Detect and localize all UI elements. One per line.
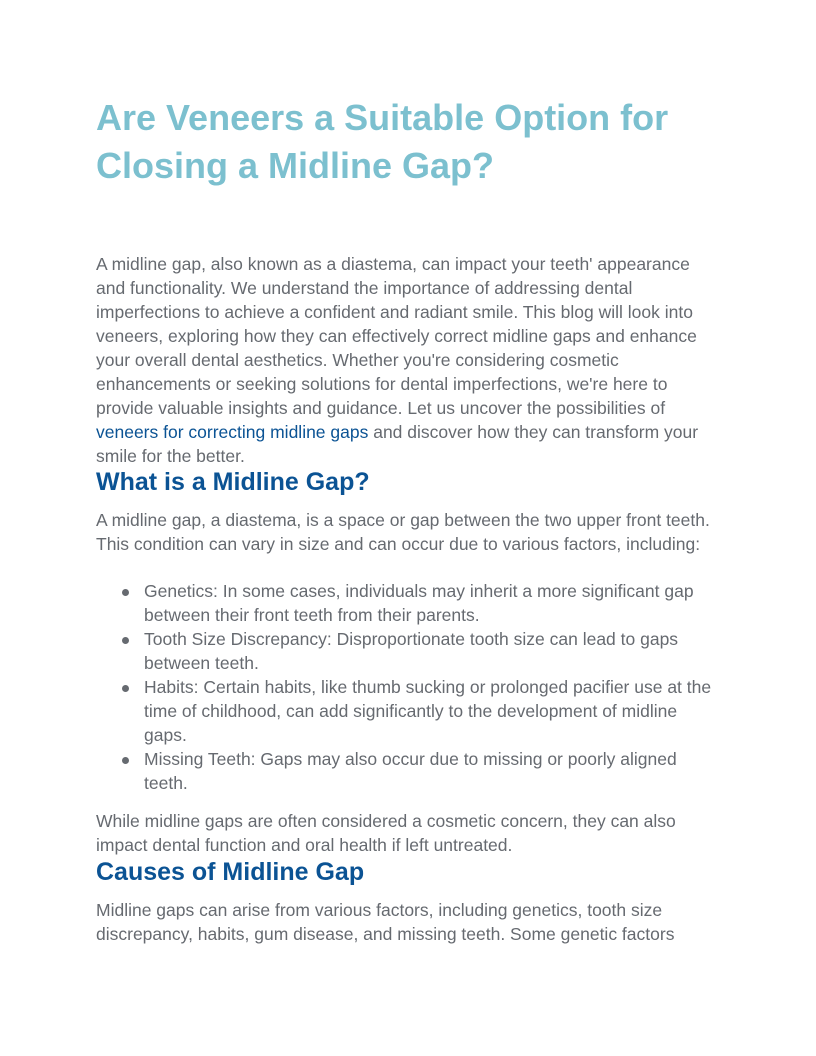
list-item-text: Genetics: In some cases, individuals may inherit a more significant gap between their front teeth from their parents. (144, 581, 694, 625)
bullet-icon (122, 589, 129, 596)
list-item (96, 579, 720, 627)
intro-paragraph (96, 252, 720, 468)
list-item-text: Missing Teeth: Gaps may also occur due to missing or poorly aligned teeth. (144, 749, 677, 793)
list-item (96, 627, 720, 675)
causes-paragraph: Midline gaps can arise from various factors, including genetics, tooth size discrepancy, habits, gum disease, and missing teeth. Some genetic factors (96, 900, 675, 944)
list-item-text: Tooth Size Discrepancy: Disproportionate tooth size can lead to gaps between teeth. (144, 629, 679, 673)
list-item (96, 747, 720, 795)
section-heading-causes: Causes of Midline Gap (96, 858, 365, 886)
bullet-icon (122, 685, 129, 692)
intro-text-before-link: A midline gap, also known as a diastema, can impact your teeth' appearance and functionality. We understand the importance of addressing dental imperfections to achieve a confident and radiant smile. This blog will look into veneers, exploring how they can effectively correct midline gaps and enhance your overall dental aesthetics. Whether you're considering cosmetic enhancements or seeking solutions for dental imperfections, we're here to provide valuable insights and guidance. Let us uncover the possibilities of (96, 254, 697, 418)
closing-paragraph: While midline gaps are often considered a cosmetic concern, they can also impact dental function and oral health if left untreated. (96, 811, 676, 855)
factors-list (96, 579, 720, 795)
intro-text-after-link: and discover how they can transform your smile for the better. (96, 422, 699, 466)
list-item-text: Habits: Certain habits, like thumb sucking or prolonged pacifier use at the time of childhood, can add significantly to the development of midline gaps. (144, 677, 712, 745)
page-title: Are Veneers a Suitable Option for Closing a Midline Gap? (96, 97, 669, 186)
bullet-icon (122, 757, 129, 764)
veneers-link[interactable]: veneers for correcting midline gaps (96, 422, 369, 442)
what-is-paragraph: A midline gap, a diastema, is a space or gap between the two upper front teeth. This condition can vary in size and can occur due to various factors, including: (96, 510, 710, 554)
bullet-icon (122, 637, 129, 644)
list-item (96, 675, 720, 747)
section-heading-what-is-midline-gap: What is a Midline Gap? (96, 468, 370, 496)
